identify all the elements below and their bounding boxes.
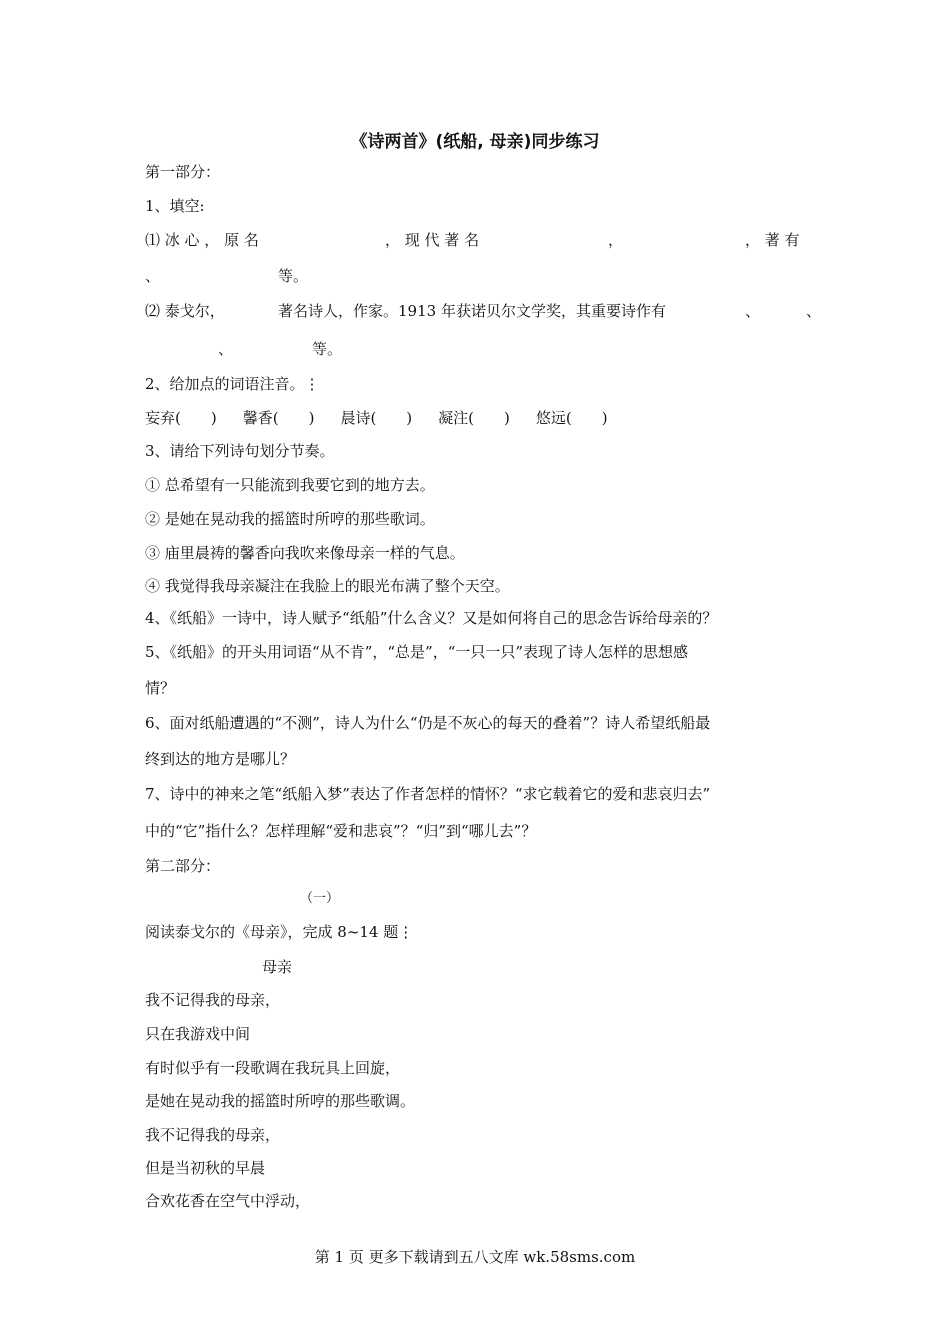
q6-text-1: 6、面对纸船遭遇的“不测”，诗人为什么“仍是不灰心的每天的叠着”？诗人希望纸船最 [145,714,711,732]
q1-line2-b: 等。 [278,267,309,285]
q3-item: ② 是她在晃动我的摇篮时所哼的那些歌词。 [145,510,435,528]
q1-line3-c: 、 [745,302,761,320]
poem-line: 是她在晃动我的摇篮时所哼的那些歌调。 [145,1092,416,1110]
q1-line4-b: 等。 [312,340,343,358]
section-number: （一） [300,891,340,906]
q5-text-1: 5、《纸船》的开头用词语“从不肯”，“总是”，“一只一只”表现了诗人怎样的思想感 [145,643,689,661]
page-footer: 第 1 页 更多下载请到五八文库 wk.58sms.com [314,1248,636,1266]
page-title: 《诗两首》(纸船, 母亲)同步练习 [350,132,600,152]
q6-text-2: 终到达的地方是哪儿？ [145,750,296,768]
q2-item: 妄弃( ) [145,409,217,427]
poem-line: 合欢花香在空气中浮动， [145,1192,311,1210]
q2-item: 悠远( ) [535,409,608,427]
q4-text: 4、《纸船》一诗中，诗人赋予“纸船”什么含义？又是如何将自己的思念告诉给母亲的？ [145,609,718,627]
poem-line: 只在我游戏中间 [145,1025,251,1043]
q1-line1-b: ， 现 代 著 名 [385,231,480,249]
q1-line1-a: ⑴ 冰 心 ， 原 名 [145,231,259,249]
q7-text-2: 中的“它”指什么？怎样理解“爱和悲哀”？“归”到“哪儿去”？ [145,822,537,840]
q5-text-2: 情？ [145,679,176,697]
part2-heading: 第二部分： [145,857,221,875]
poem-line: 有时似乎有一段歌调在我玩具上回旋， [145,1059,401,1077]
q1-line1-c: ， [608,231,624,249]
q7-text-1: 7、诗中的神来之笔“纸船入梦”表达了作者怎样的情怀？“求它载着它的爱和悲哀归去” [145,785,711,803]
q1-line2-a: 、 [145,267,161,285]
q1-line3-b: 著名诗人，作家。1913 年获诺贝尔文学奖，其重要诗作有 [278,302,666,320]
q2-item: 晨诗( ) [340,409,413,427]
q1-line4-a: 、 [218,340,234,358]
poem-line: 但是当初秋的早晨 [145,1159,266,1177]
q3-heading: 3、请给下列诗句划分节奏。 [145,442,335,460]
poem-line: 我不记得我的母亲， [145,1126,281,1144]
q1-line3-a: ⑵ 泰戈尔， [145,302,225,320]
reading-intro: 阅读泰戈尔的《母亲》，完成 8~14 题⋮ [145,923,414,941]
q2-item: 凝注( ) [438,409,510,427]
q3-item: ① 总希望有一只能流到我要它到的地方去。 [145,476,435,494]
q3-item: ④ 我觉得我母亲凝注在我脸上的眼光布满了整个天空。 [145,577,510,595]
poem-line: 我不记得我的母亲， [145,991,281,1009]
q2-heading: 2、给加点的词语注音。⋮ [145,375,320,393]
q2-item: 馨香( ) [242,409,315,427]
part1-heading: 第一部分： [145,163,221,181]
q1-line1-d: ， 著 有 [745,231,800,249]
q1-line3-d: 、 [806,302,822,320]
poem-title: 母亲 [262,958,293,976]
q1-heading: 1、填空: [145,197,205,215]
q2-pinyin-row [145,408,634,428]
q3-item: ③ 庙里晨祷的馨香向我吹来像母亲一样的气息。 [145,544,465,562]
